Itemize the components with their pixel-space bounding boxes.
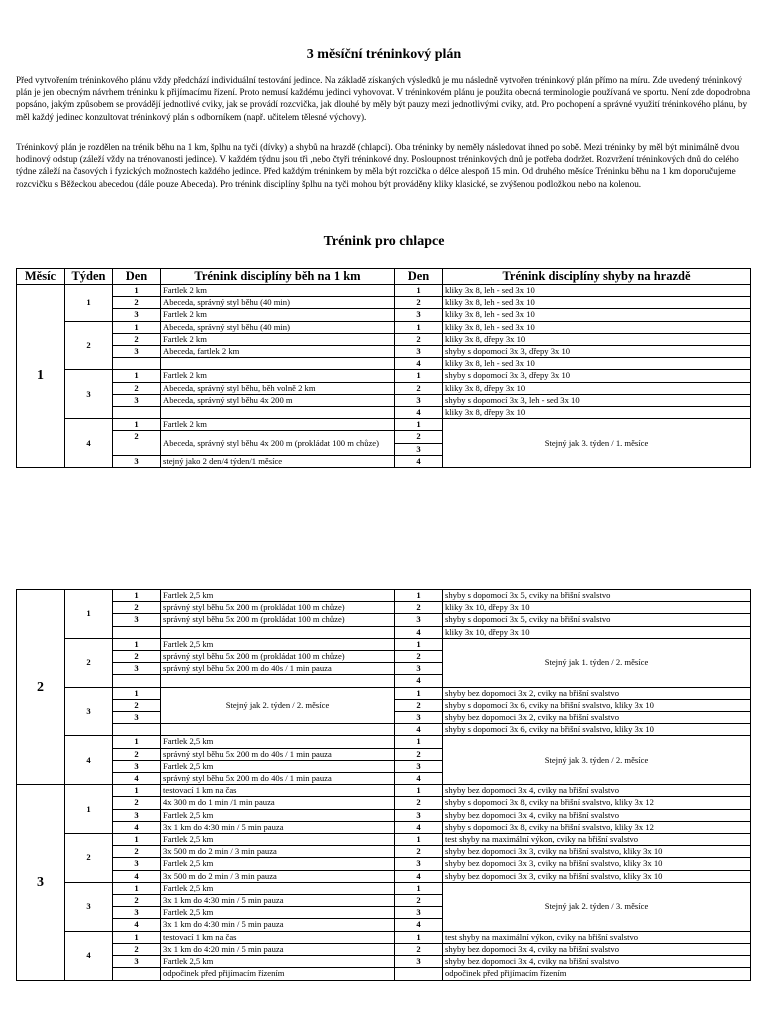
day-cell: 4 <box>395 919 443 931</box>
day-cell: 1 <box>395 285 443 297</box>
run-cell: správný styl běhu 5x 200 m do 40s / 1 min pauza <box>161 663 395 675</box>
col-header-pullups: Trénink disciplíny shyby na hrazdě <box>443 269 751 285</box>
run-cell: 3x 500 m do 2 min / 3 min pauza <box>161 846 395 858</box>
day-cell: 3 <box>113 809 161 821</box>
pullup-cell: test shyby na maximální výkon, cviky na břišní svalstvo <box>443 931 751 943</box>
run-cell: odpočinek před přijímacím řízením <box>161 968 395 980</box>
day-cell: 3 <box>113 663 161 675</box>
run-cell: Fartlek 2,5 km <box>161 760 395 772</box>
table-row <box>17 394 751 406</box>
pullup-cell: shyby bez dopomoci 3x 2, cviky na břišní svalstvo <box>443 712 751 724</box>
day-cell: 1 <box>113 931 161 943</box>
day-cell: 3 <box>395 443 443 455</box>
pullup-cell: shyby bez dopomoci 3x 3, cviky na břišní svalstvo, kliky 3x 10 <box>443 858 751 870</box>
pullup-cell: kliky 3x 8, leh - sed 3x 10 <box>443 309 751 321</box>
month-cell: 3 <box>17 785 65 980</box>
day-cell: 2 <box>395 602 443 614</box>
month-cell: 1 <box>17 285 65 468</box>
day-cell: 3 <box>395 309 443 321</box>
run-cell: Fartlek 2,5 km <box>161 809 395 821</box>
table-row <box>17 333 751 345</box>
day-cell: 3 <box>395 346 443 358</box>
day-cell: 2 <box>395 943 443 955</box>
day-cell: 3 <box>395 907 443 919</box>
run-cell: Fartlek 2 km <box>161 333 395 345</box>
table-row <box>17 407 751 419</box>
run-cell: Abeceda, správný styl běhu (40 min) <box>161 297 395 309</box>
col-header-run: Trénink disciplíny běh na 1 km <box>161 269 395 285</box>
pullup-cell: shyby bez dopomoci 3x 3, cviky na břišní svalstvo, kliky 3x 10 <box>443 870 751 882</box>
run-cell: 3x 1 km do 4:30 min / 5 min pauza <box>161 895 395 907</box>
day-cell: 1 <box>113 882 161 894</box>
day-cell: 2 <box>113 431 161 455</box>
week-cell: 2 <box>65 321 113 370</box>
table-row <box>17 602 751 614</box>
day-cell: 2 <box>113 895 161 907</box>
pullup-cell: shyby s dopomocí 3x 3, leh - sed 3x 10 <box>443 394 751 406</box>
run-cell: Fartlek 2,5 km <box>161 736 395 748</box>
pullup-cell: shyby bez dopomoci 3x 4, cviky na břišní svalstvo <box>443 785 751 797</box>
day-cell: 1 <box>113 590 161 602</box>
day-cell: 1 <box>395 370 443 382</box>
day-cell: 4 <box>395 358 443 370</box>
pullup-cell: Stejný jak 3. týden / 1. měsíce <box>443 419 751 468</box>
week-cell: 3 <box>65 882 113 931</box>
pullup-cell: kliky 3x 8, leh - sed 3x 10 <box>443 297 751 309</box>
day-cell: 3 <box>113 712 161 724</box>
day-cell: 1 <box>113 321 161 333</box>
day-cell: 1 <box>395 687 443 699</box>
week-cell: 2 <box>65 638 113 687</box>
run-cell <box>161 675 395 687</box>
table-row <box>17 834 751 846</box>
day-cell: 4 <box>395 626 443 638</box>
day-cell: 2 <box>113 943 161 955</box>
day-cell: 2 <box>395 699 443 711</box>
day-cell: 4 <box>395 407 443 419</box>
run-cell: správný styl běhu 5x 200 m (prokládat 100 m chůze) <box>161 651 395 663</box>
run-cell <box>161 724 395 736</box>
day-cell: 4 <box>395 724 443 736</box>
day-cell: 4 <box>113 870 161 882</box>
table-row <box>17 321 751 333</box>
day-cell <box>113 968 161 980</box>
pullup-cell: shyby bez dopomoci 3x 4, cviky na břišní svalstvo <box>443 943 751 955</box>
day-cell: 1 <box>113 285 161 297</box>
intro-paragraph: Před vytvořením tréninkového plánu vždy předchází individuální testování jedince. Na základě získaných výsledků je mu následně vytvořen tréninkový plán přímo na míru. Zde uvedený tréninkový plán je jen obecným návrhem tréninku k přijímacímu řízení. Proto nemusí každému jedinci vyhovovat. V tréninkovém plánu je použita obecná terminologie používaná ve sportu. Není zde dopodrobna popsáno, jakým způsobem se provádějí jednotlivé cviky, jak se provádí rozcvička, jak dlouhé by měly být pauzy mezi jednotlivými cviky, atd. Pro pochopení a správné využití tréninkového plánu, by měl každý jedinec konzultovat tréninkový plán s odborníkem (např. učitelem tělesné výchovy). <box>16 75 751 122</box>
run-cell <box>161 407 395 419</box>
table-row <box>17 358 751 370</box>
pullup-cell: Stejný jak 2. týden / 3. měsíce <box>443 882 751 931</box>
pullup-cell: shyby bez dopomoci 3x 4, cviky na břišní svalstvo <box>443 956 751 968</box>
run-cell: Fartlek 2,5 km <box>161 907 395 919</box>
run-cell: správný styl běhu 5x 200 m (prokládat 100 m chůze) <box>161 614 395 626</box>
col-header-month: Měsíc <box>17 269 65 285</box>
table-row <box>17 943 751 955</box>
week-cell: 3 <box>65 370 113 419</box>
day-cell: 4 <box>395 821 443 833</box>
day-cell: 3 <box>113 956 161 968</box>
day-cell: 2 <box>395 748 443 760</box>
table-row <box>17 297 751 309</box>
day-cell: 3 <box>395 956 443 968</box>
day-cell: 2 <box>395 382 443 394</box>
run-cell <box>161 626 395 638</box>
table-row <box>17 382 751 394</box>
run-cell: Fartlek 2,5 km <box>161 858 395 870</box>
pullup-cell: shyby s dopomocí 3x 8, cviky na břišní svalstvo, kliky 3x 12 <box>443 797 751 809</box>
day-cell: 3 <box>113 858 161 870</box>
day-cell: 2 <box>113 699 161 711</box>
day-cell: 4 <box>395 675 443 687</box>
week-cell: 1 <box>65 785 113 834</box>
pullup-cell: odpočinek před přijímacím řízením <box>443 968 751 980</box>
day-cell: 3 <box>395 809 443 821</box>
week-cell: 4 <box>65 931 113 980</box>
table-row <box>17 956 751 968</box>
pullup-cell: shyby s dopomocí 3x 6, cviky na břišní svalstvo, kliky 3x 10 <box>443 699 751 711</box>
table-row <box>17 968 751 980</box>
pullup-cell: kliky 3x 8, leh - sed 3x 10 <box>443 321 751 333</box>
day-cell: 2 <box>395 846 443 858</box>
table-row <box>17 724 751 736</box>
pullup-cell: kliky 3x 10, dřepy 3x 10 <box>443 602 751 614</box>
table-header-row <box>17 269 751 285</box>
run-cell: Fartlek 2,5 km <box>161 956 395 968</box>
day-cell: 1 <box>113 785 161 797</box>
day-cell <box>395 968 443 980</box>
table-row <box>17 309 751 321</box>
day-cell: 3 <box>113 309 161 321</box>
run-cell: správný styl běhu 5x 200 m (prokládat 100 m chůze) <box>161 602 395 614</box>
plan-description-paragraph: Tréninkový plán je rozdělen na trénik běhu na 1 km, šplhu na tyči (dívky) a shybů na hrazdě (chlapci). Oba tréninky by neměly následovat ihned po sobě. Mezi tréninky by měl být minimálně dvou hodinový odstup (záleží vždy na trénovanosti jedince). V každém týdnu jsou tři ,nebo čtyři tréninkové dny. Posloupnost tréninkových dnů je potřeba dodržet. Rozvržení tréninkových dnů do celého týdne záleží na časových i fyzických možnostech každého jedince. Před každým tréninkem by měla být rozcička o délce alespoň 15 min. Od druhého měsíce Tréninku běhu na 1 km doporučujeme rozcvičku s Běžeckou abecedou (dále pouze Abeceda). Pro trénink disciplíny šplhu na tyči mohou být prováděny kliky klasické, se zvýšenou podložkou nebo na kolenou. <box>16 142 740 189</box>
run-cell: Fartlek 2 km <box>161 309 395 321</box>
run-cell: Abeceda, správný styl běhu, běh volně 2 km <box>161 382 395 394</box>
run-cell: Fartlek 2 km <box>161 419 395 431</box>
day-cell: 2 <box>395 431 443 443</box>
table-row <box>17 638 751 650</box>
training-table-months-2-3 <box>16 589 751 981</box>
pullup-cell: shyby bez dopomoci 3x 3, cviky na břišní svalstvo, kliky 3x 10 <box>443 846 751 858</box>
run-cell: Fartlek 2 km <box>161 285 395 297</box>
run-cell: testovací 1 km na čas <box>161 931 395 943</box>
day-cell: 3 <box>395 712 443 724</box>
day-cell: 3 <box>395 858 443 870</box>
day-cell: 1 <box>113 687 161 699</box>
run-cell: testovací 1 km na čas <box>161 785 395 797</box>
day-cell: 1 <box>113 638 161 650</box>
day-cell <box>113 675 161 687</box>
table-row <box>17 626 751 638</box>
run-cell: Abeceda, správný styl běhu 4x 200 m <box>161 394 395 406</box>
pullup-cell: Stejný jak 1. týden / 2. měsíce <box>443 638 751 687</box>
day-cell: 2 <box>113 846 161 858</box>
table-row <box>17 590 751 602</box>
run-cell: správný styl běhu 5x 200 m do 40s / 1 min pauza <box>161 748 395 760</box>
run-cell: 3x 1 km do 4:30 min / 5 min pauza <box>161 919 395 931</box>
month-cell: 2 <box>17 590 65 785</box>
day-cell <box>113 724 161 736</box>
run-cell: 3x 500 m do 2 min / 3 min pauza <box>161 870 395 882</box>
col-header-week: Týden <box>65 269 113 285</box>
table-row <box>17 687 751 699</box>
day-cell <box>113 358 161 370</box>
run-cell: Fartlek 2 km <box>161 370 395 382</box>
day-cell: 2 <box>395 297 443 309</box>
day-cell: 1 <box>113 736 161 748</box>
day-cell <box>113 626 161 638</box>
run-cell: 3x 1 km do 4:30 min / 5 min pauza <box>161 821 395 833</box>
pullup-cell: kliky 3x 8, leh - sed 3x 10 <box>443 285 751 297</box>
day-cell <box>113 407 161 419</box>
run-cell: Abeceda, správný styl běhu 4x 200 m (prokládat 100 m chůze) <box>161 431 395 455</box>
col-header-day: Den <box>113 269 161 285</box>
pullup-cell: shyby s dopomocí 3x 8, cviky na břišní svalstvo, kliky 3x 12 <box>443 821 751 833</box>
run-cell: 3x 1 km do 4:20 min / 5 min pauza <box>161 943 395 955</box>
pullup-cell: kliky 3x 8, leh - sed 3x 10 <box>443 358 751 370</box>
run-cell: Fartlek 2,5 km <box>161 834 395 846</box>
run-cell: Fartlek 2,5 km <box>161 882 395 894</box>
section-title: Trénink pro chlapce <box>323 234 445 249</box>
run-cell: Fartlek 2,5 km <box>161 638 395 650</box>
run-cell: Stejný jak 2. týden / 2. měsíce <box>161 687 395 724</box>
pullup-cell: kliky 3x 8, dřepy 3x 10 <box>443 382 751 394</box>
week-cell: 1 <box>65 285 113 322</box>
run-cell: Abeceda, správný styl běhu (40 min) <box>161 321 395 333</box>
day-cell: 2 <box>395 895 443 907</box>
pullup-cell: kliky 3x 10, dřepy 3x 10 <box>443 626 751 638</box>
day-cell: 1 <box>395 321 443 333</box>
table-row <box>17 809 751 821</box>
table-row <box>17 285 751 297</box>
day-cell: 3 <box>395 614 443 626</box>
day-cell: 3 <box>113 614 161 626</box>
run-cell: správný styl běhu 5x 200 m do 40s / 1 min pauza <box>161 773 395 785</box>
day-cell: 1 <box>395 638 443 650</box>
day-cell: 3 <box>395 760 443 772</box>
day-cell: 2 <box>113 382 161 394</box>
day-cell: 2 <box>113 333 161 345</box>
day-cell: 3 <box>113 394 161 406</box>
pullup-cell: shyby s dopomocí 3x 3, dřepy 3x 10 <box>443 346 751 358</box>
training-table-month-1 <box>16 268 751 468</box>
day-cell: 2 <box>395 333 443 345</box>
day-cell: 2 <box>113 748 161 760</box>
pullup-cell: test shyby na maximální výkon, cviky na břišní svalstvo <box>443 834 751 846</box>
run-cell: stejný jako 2 den/4 týden/1 měsíce <box>161 455 395 467</box>
table-row <box>17 797 751 809</box>
day-cell: 1 <box>113 370 161 382</box>
day-cell: 2 <box>113 651 161 663</box>
col-header-day-2: Den <box>395 269 443 285</box>
pullup-cell: shyby s dopomocí 3x 6, cviky na břišní svalstvo, kliky 3x 10 <box>443 724 751 736</box>
table-row <box>17 846 751 858</box>
day-cell: 3 <box>395 663 443 675</box>
table-row <box>17 370 751 382</box>
day-cell: 1 <box>395 834 443 846</box>
day-cell: 4 <box>113 773 161 785</box>
page-title: 3 měsíční tréninkový plán <box>306 47 462 62</box>
run-cell: Abeceda, fartlek 2 km <box>161 346 395 358</box>
pullup-cell: shyby s dopomocí 3x 5, cviky na břišní svalstvo <box>443 614 751 626</box>
table-row <box>17 882 751 894</box>
day-cell: 1 <box>395 931 443 943</box>
day-cell: 2 <box>113 297 161 309</box>
week-cell: 2 <box>65 834 113 883</box>
day-cell: 4 <box>395 455 443 467</box>
day-cell: 4 <box>395 870 443 882</box>
pullup-cell: shyby s dopomocí 3x 5, cviky na břišní svalstvo <box>443 590 751 602</box>
week-cell: 4 <box>65 736 113 785</box>
day-cell: 2 <box>113 602 161 614</box>
table-row <box>17 736 751 748</box>
day-cell: 1 <box>395 736 443 748</box>
day-cell: 3 <box>113 760 161 772</box>
week-cell: 1 <box>65 590 113 639</box>
table-row <box>17 931 751 943</box>
day-cell: 4 <box>113 821 161 833</box>
pullup-cell: kliky 3x 8, dřepy 3x 10 <box>443 333 751 345</box>
day-cell: 4 <box>395 773 443 785</box>
day-cell: 1 <box>113 834 161 846</box>
table-row <box>17 858 751 870</box>
day-cell: 2 <box>395 651 443 663</box>
run-cell: 4x 300 m do 1 min /1 min pauza <box>161 797 395 809</box>
day-cell: 2 <box>113 797 161 809</box>
pullup-cell: shyby s dopomocí 3x 3, dřepy 3x 10 <box>443 370 751 382</box>
run-cell: Fartlek 2,5 km <box>161 590 395 602</box>
day-cell: 3 <box>113 346 161 358</box>
table-row <box>17 870 751 882</box>
day-cell: 3 <box>395 394 443 406</box>
table-row <box>17 785 751 797</box>
day-cell: 3 <box>113 907 161 919</box>
day-cell: 4 <box>113 919 161 931</box>
pullup-cell: shyby bez dopomoci 3x 2, cviky na břišní svalstvo <box>443 687 751 699</box>
week-cell: 4 <box>65 419 113 468</box>
pullup-cell: Stejný jak 3. týden / 2. měsíce <box>443 736 751 785</box>
table-row <box>17 821 751 833</box>
day-cell: 2 <box>395 797 443 809</box>
day-cell: 1 <box>395 882 443 894</box>
pullup-cell: kliky 3x 8, dřepy 3x 10 <box>443 407 751 419</box>
day-cell: 1 <box>395 785 443 797</box>
day-cell: 1 <box>395 419 443 431</box>
pullup-cell: shyby bez dopomoci 3x 4, cviky na břišní svalstvo <box>443 809 751 821</box>
day-cell: 1 <box>113 419 161 431</box>
day-cell: 1 <box>395 590 443 602</box>
table-row <box>17 419 751 431</box>
week-cell: 3 <box>65 687 113 736</box>
table-row <box>17 346 751 358</box>
run-cell <box>161 358 395 370</box>
table-row <box>17 614 751 626</box>
day-cell: 3 <box>113 455 161 467</box>
